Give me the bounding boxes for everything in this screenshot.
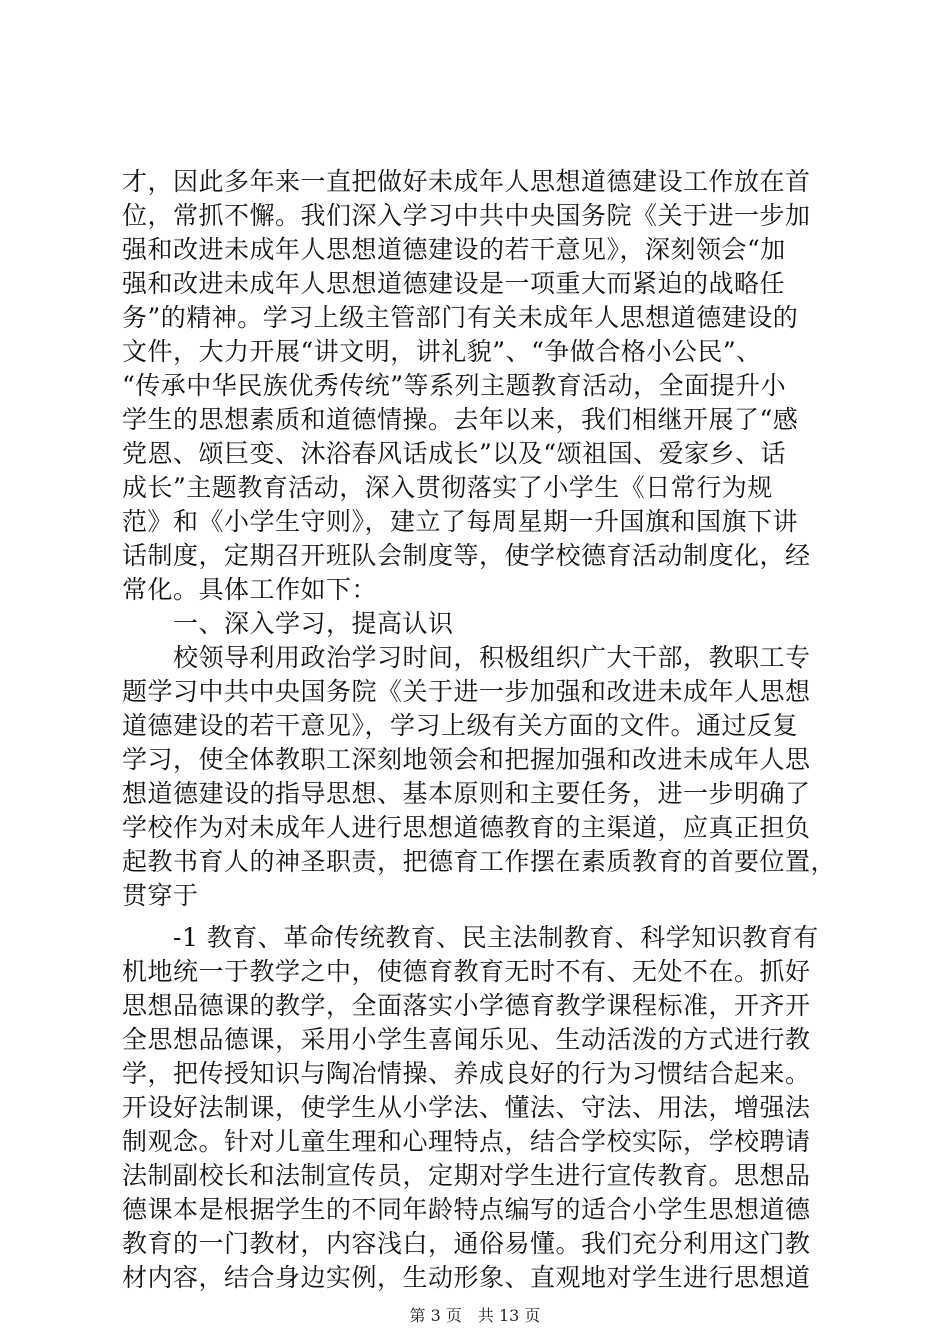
body-text-line: 校领导利用政治学习时间，积极组织广大干部，教职工专 — [122, 643, 811, 672]
body-text-line: 机地统一于教学之中，使德育教育无时不有、无处不在。抓好 — [122, 957, 811, 986]
body-text-line: 学习，使全体教职工深刻地领会和把握加强和改进未成年人思 — [122, 745, 811, 774]
body-text-line: 全思想品德课，采用小学生喜闻乐见、生动活泼的方式进行教 — [122, 1025, 811, 1054]
body-text-line: 强和改进未成年人思想道德建设是一项重大而紧迫的战略任 — [122, 269, 786, 298]
body-text-line: 想道德建设的指导思想、基本原则和主要任务，进一步明确了 — [122, 779, 811, 808]
body-text-line: 位，常抓不懈。我们深入学习中共中央国务院《关于进一步加 — [122, 201, 811, 230]
body-text-line: 开设好法制课，使学生从小学法、懂法、守法、用法，增强法 — [122, 1093, 811, 1122]
body-text-line: 材内容，结合身边实例，生动形象、直观地对学生进行思想道 — [122, 1263, 811, 1292]
body-text-line: 起教书育人的神圣职责，把德育工作摆在素质教育的首要位置， — [122, 847, 837, 876]
body-text-line: 道德建设的若干意见》，学习上级有关方面的文件。通过反复 — [122, 711, 799, 740]
body-text-line: 制观念。针对儿童生理和心理特点，结合学校实际，学校聘请 — [122, 1127, 811, 1156]
body-text-line: -1 教育、革命传统教育、民主法制教育、科学知识教育有 — [122, 923, 819, 952]
body-text-line: 学校作为对未成年人进行思想道德教育的主渠道，应真正担负 — [122, 813, 811, 842]
body-text-line: 强和改进未成年人思想道德建设的若干意见》，深刻领会“加 — [122, 235, 786, 264]
body-text-line: 话制度，定期召开班队会制度等，使学校德育活动制度化，经 — [122, 541, 811, 570]
body-text-line: 学生的思想素质和道德情操。去年以来，我们相继开展了“感 — [122, 405, 799, 434]
body-text-line: 常化。具体工作如下： — [122, 575, 378, 604]
body-text-line: 德课本是根据学生的不同年龄特点编写的适合小学生思想道德 — [122, 1195, 811, 1224]
body-text-line: 教育的一门教材，内容浅白，通俗易懂。我们充分利用这门教 — [122, 1229, 811, 1258]
body-text-line: 范》和《小学生守则》，建立了每周星期一升国旗和国旗下讲 — [122, 507, 799, 536]
body-text-line: 成长”主题教育活动，深入贯彻落实了小学生《日常行为规 — [122, 473, 773, 502]
body-text-line: 贯穿于 — [122, 881, 199, 910]
body-text-line: 法制副校长和法制宣传员，定期对学生进行宣传教育。思想品 — [122, 1161, 811, 1190]
body-text-line: 学，把传授知识与陶冶情操、养成良好的行为习惯结合起来。 — [122, 1059, 811, 1088]
page-number-footer: 第 3 页 共 13 页 — [409, 1306, 541, 1325]
body-text-line: 思想品德课的教学，全面落实小学德育教学课程标准，开齐开 — [122, 991, 811, 1020]
body-text-line: 才，因此多年来一直把做好未成年人思想道德建设工作放在首 — [122, 167, 811, 196]
body-text-line: 题学习中共中央国务院《关于进一步加强和改进未成年人思想 — [122, 677, 811, 706]
section-heading: 一、深入学习，提高认识 — [122, 609, 454, 638]
body-text-line: 务”的精神。学习上级主管部门有关未成年人思想道德建设的 — [122, 303, 799, 332]
body-text-line: 党恩、颂巨变、沐浴春风话成长”以及“颂祖国、爱家乡、话 — [122, 439, 787, 468]
body-text-line: “传承中华民族优秀传统”等系列主题教育活动，全面提升小 — [122, 371, 787, 400]
body-text-line: 文件，大力开展“讲文明，讲礼貌”、“争做合格小公民”、 — [122, 337, 762, 366]
